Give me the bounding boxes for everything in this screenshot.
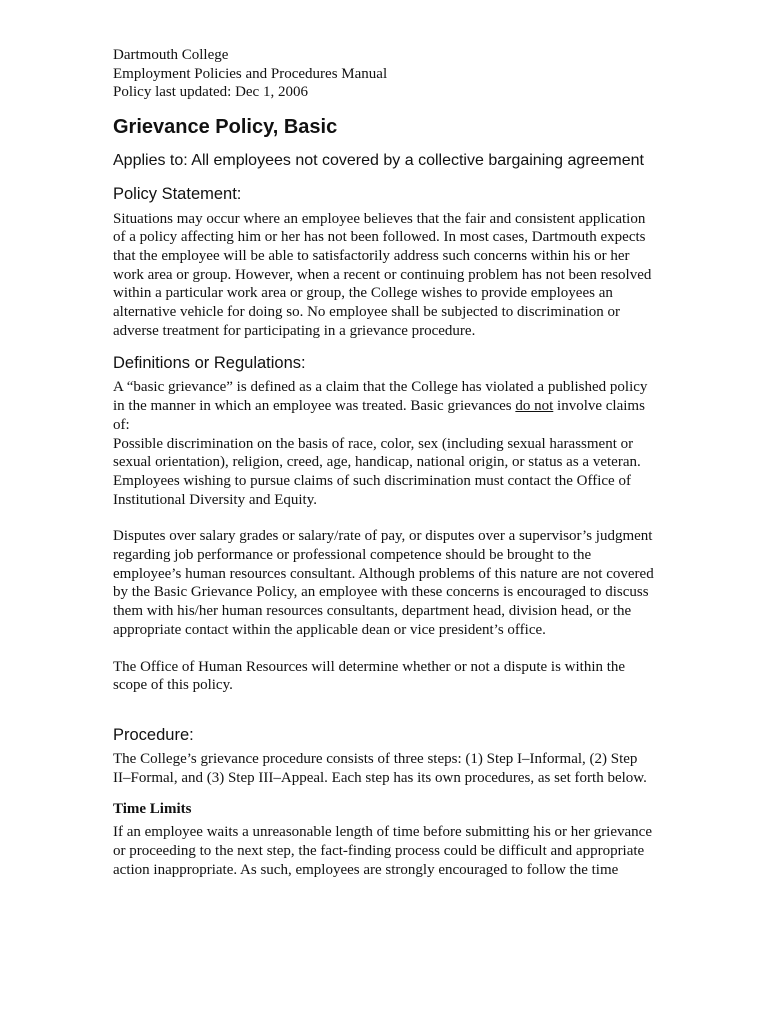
definitions-paragraph-4: The Office of Human Resources will determine whether or not a dispute is within the scope of this policy. bbox=[113, 658, 626, 694]
policy-statement-text: Situations may occur where an employee believes that the fair and consistent application of a policy affecting him or her has not been followed. In most cases, Dartmouth expects that the employee will be able to satisfactorily address such concerns within his or her work area or group. However, when a recent or continuing problem has not been resolved within a particular work area or group, the College wishes to provide employees an alternative vehicle for doing so. No employee shall be subjected to discrimination or adverse treatment for participating in a grievance procedure. bbox=[113, 210, 652, 339]
time-limits-heading: Time Limits bbox=[113, 801, 192, 818]
definitions-p1-start: A “basic grievance” is defined as a claim that the College has violated a published policy in the manner in which an employee was treated. Basic grievances bbox=[113, 379, 648, 415]
policy-statement-heading: Policy Statement: bbox=[113, 184, 242, 203]
definitions-heading: Definitions or Regulations: bbox=[113, 354, 306, 373]
page-title: Grievance Policy, Basic bbox=[113, 115, 338, 138]
document-header bbox=[113, 46, 658, 102]
definitions-paragraph-2: Possible discrimination on the basis of race, color, sex (including sexual harassment or sexual orientation), religion, creed, age, handicap, national origin, or status as a veteran. Employees wishing to pursue claims of such discrimination must contact the Office of Institutional Diversity and Equity. bbox=[113, 435, 641, 508]
definitions-p1-end: involve claims of: bbox=[113, 398, 645, 433]
definitions-paragraph-3: Disputes over salary grades or salary/rate of pay, or disputes over a supervisor’s judgment regarding job performance or professional competence should be brought to the employee’s human resources consultant. Although problems of this nature are not covered by the Basic Grievance Policy, an employee with these concerns is encouraged to discuss them with his/her human resources consultants, department head, division head, or the appropriate contact within the applicable dean or vice president’s office. bbox=[113, 528, 654, 638]
definitions-p1-underlined: do not bbox=[515, 398, 554, 415]
applies-to: Applies to: All employees not covered by a collective bargaining agreement bbox=[113, 151, 644, 169]
header-institution: Dartmouth College bbox=[113, 47, 229, 63]
header-updated: Policy last updated: Dec 1, 2006 bbox=[113, 84, 308, 100]
header-manual: Employment Policies and Procedures Manual bbox=[113, 65, 388, 82]
procedure-text: The College’s grievance procedure consists of three steps: (1) Step I–Informal, (2) Step II–Formal, and (3) Step III–Appeal. Each step has its own procedures, as set forth below. bbox=[113, 750, 647, 786]
definitions-paragraph-1 bbox=[113, 378, 658, 434]
procedure-heading: Procedure: bbox=[113, 725, 194, 744]
time-limits-text: If an employee waits a unreasonable length of time before submitting his or her grievance or proceeding to the next step, the fact-finding process could be difficult and appropriate action inappropriate. As such, employees are strongly encouraged to follow the time bbox=[113, 824, 652, 878]
